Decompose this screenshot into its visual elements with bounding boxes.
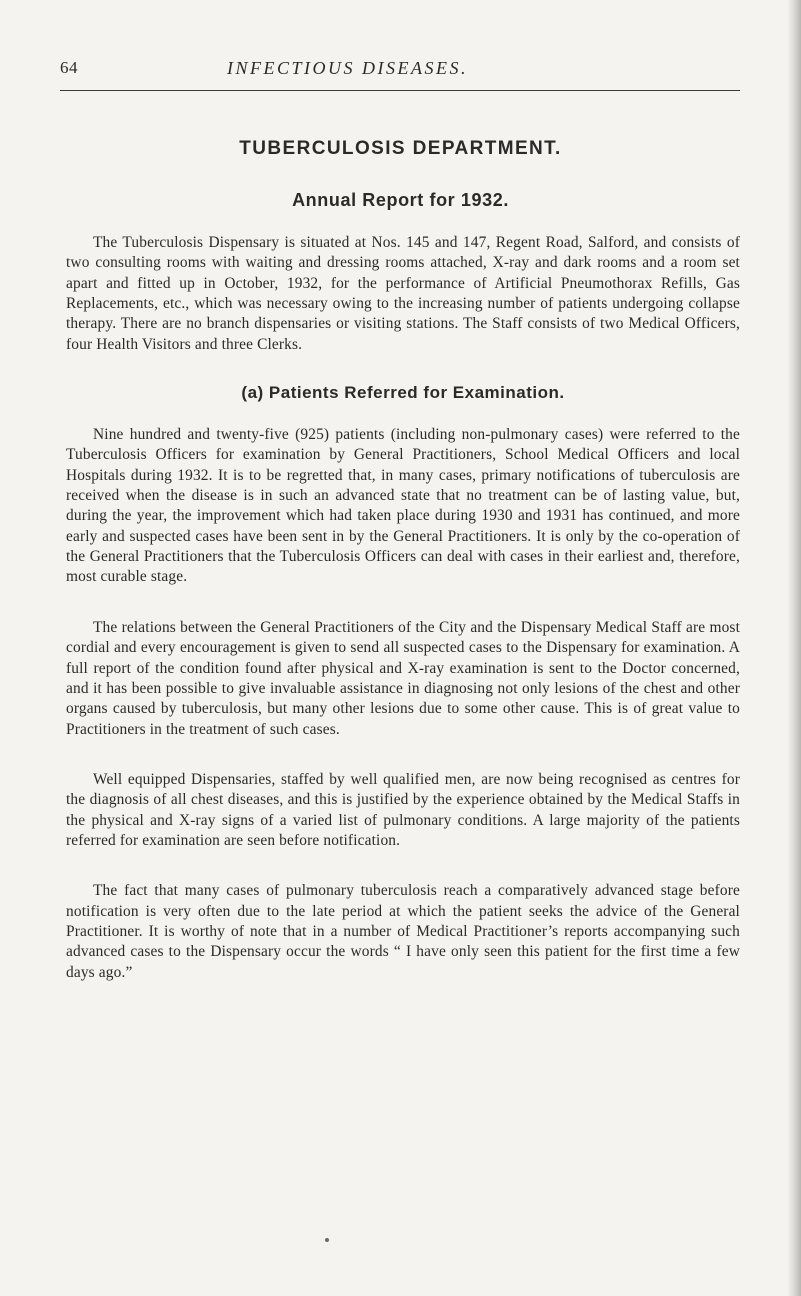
running-header [60, 58, 740, 82]
section-heading-patients-referred: (a) Patients Referred for Examination. [241, 383, 565, 403]
header-rule [60, 90, 740, 91]
page-number: 64 [60, 58, 78, 77]
department-title: TUBERCULOSIS DEPARTMENT. [239, 138, 562, 159]
report-title: Annual Report for 1932. [292, 190, 509, 210]
paragraph-referred: Nine hundred and twenty-five (925) patients (including non-pulmonary cases) were referred to the Tuberculosis Officers for examination by General Practitioners, School Medical Officers and local Hospitals during 1932. It is to be regretted that, in many cases, primary notifications of tuberculosis are received when the disease is in such an advanced state that no treatment can be of lasting value, but, during the year, the improvement which had taken place during 1930 and 1931 has continued, and more early and suspected cases have been sent in by the General Practitioners. It is only by the co-operation of the General Practitioners that the Tuberculosis Officers can deal with cases in their earliest and, therefore, most curable stage. [66, 426, 740, 586]
paragraph-equipped: Well equipped Dispensaries, staffed by well qualified men, are now being recognised as centres for the diagnosis of all chest diseases, and this is justified by the experience obtained by the Medical Staffs in the physical and X-ray signs of a varied list of pulmonary conditions. A large majority of the patients referred for examination are seen before notification. [66, 770, 740, 849]
paragraph-late-notification: The fact that many cases of pulmonary tuberculosis reach a comparatively advanced stage before notification is very often due to the late period at which the patient seeks the advice of the General Practitioner. It is worthy of note that in a number of Medical Practitioner’s reports accompanying such advanced cases to the Dispensary occur the words “ I have only seen this patient for the first time a few days ago.” [66, 882, 740, 981]
running-title: INFECTIOUS DISEASES. [227, 58, 468, 78]
paragraph-intro: The Tuberculosis Dispensary is situated at Nos. 145 and 147, Regent Road, Salford, and consists of two consulting rooms with waiting and dressing rooms attached, X-ray and dark rooms and a room set apart and fitted up in October, 1932, for the performance of Artificial Pneumothorax Refills, Gas Replacements, etc., which was necessary owing to the increasing number of patients undergoing collapse therapy. There are no branch dispensaries or visiting stations. The Staff consists of two Medical Officers, four Health Visitors and three Clerks. [66, 234, 740, 353]
paragraph-relations: The relations between the General Practitioners of the City and the Dispensary Medical Staff are most cordial and every encouragement is given to send all suspected cases to the Dispensary for examination. A full report of the condition found after physical and X-ray examination is sent to the Doctor concerned, and it has been possible to give invaluable assistance in diagnosing not only lesions of the chest and other organs caused by tuberculosis, but many other lesions due to some other cause. This is of great value to Practitioners in the treatment of such cases. [66, 618, 740, 738]
report-body [66, 233, 740, 983]
ink-speck [325, 1238, 329, 1242]
